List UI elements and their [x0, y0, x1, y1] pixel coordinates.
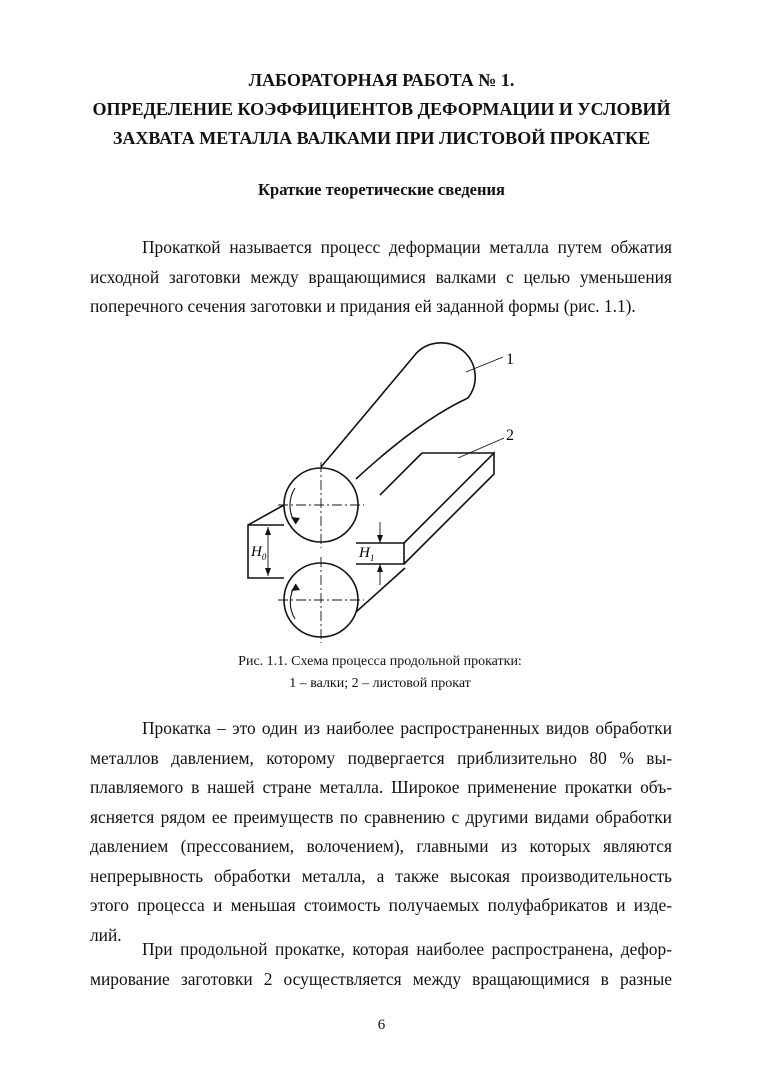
paragraph-line: лий.: [90, 924, 122, 945]
h0-label: $H_0$: [251, 544, 267, 562]
paragraph-line: Прокаткой называется процесс деформации металла путем обжатия: [142, 237, 672, 257]
section-subtitle: Краткие теоретические сведения: [258, 180, 505, 199]
billet-entry: [248, 505, 284, 578]
paragraph-line: плавляемого в нашей стране металла. Широкое применение прокатки объ-: [90, 777, 672, 797]
title-line-1: ЛАБОРАТОРНАЯ РАБОТА № 1.: [248, 70, 515, 90]
upper-roll-edge: [356, 398, 468, 479]
leader-line-2: [458, 438, 504, 458]
paragraph-line: При продольной прокатке, которая наиболее распространена, дефор-: [142, 939, 672, 959]
paragraph-line: давлением (прессованием, волочением), главными из которых являются: [90, 836, 672, 856]
page-number: 6: [377, 1017, 386, 1033]
sheet-side: [404, 453, 494, 564]
rolling-scheme-figure: [230, 330, 530, 650]
upper-roll-end: [414, 343, 475, 398]
title-line-2: ОПРЕДЕЛЕНИЕ КОЭФФИЦИЕНТОВ ДЕФОРМАЦИИ И УСЛОВИЙ: [92, 99, 671, 119]
paragraph-line: этого процесса и меньшая стоимость получаемых полуфабрикатов и изде-: [90, 895, 672, 915]
h1-label: $H_1$: [359, 545, 375, 563]
arrow-head: [291, 517, 300, 524]
caption-line-2: 1 – валки; 2 – листовой прокат: [289, 676, 471, 691]
arrow-head: [265, 568, 271, 576]
arrow-head: [377, 535, 383, 543]
paragraph-line: поперечного сечения заготовки и придания ей заданной формы (рис. 1.1).: [90, 296, 636, 316]
paragraph-line: исходной заготовки между вращающимися валками с целью уменьшения: [90, 266, 672, 287]
paragraph-line: Прокатка – это один из наиболее распространенных видов обработки: [142, 718, 672, 738]
leader-line-1: [466, 357, 503, 372]
title-line-3: ЗАХВАТА МЕТАЛЛА ВАЛКАМИ ПРИ ЛИСТОВОЙ ПРОКАТКЕ: [112, 128, 651, 148]
sheet-top-edge: [380, 453, 422, 495]
upper-roll-edge: [321, 356, 414, 467]
paragraph-2: [90, 714, 672, 950]
paragraph-3: [90, 935, 672, 994]
paragraph-line: мирование заготовки 2 осуществляется между вращающимися в разные: [90, 968, 672, 989]
caption-line-1: Рис. 1.1. Схема процесса продольной прокатки:: [238, 654, 522, 669]
figure-label-1: 1: [506, 351, 514, 368]
arrow-head: [265, 527, 271, 535]
lab-title: [80, 66, 683, 153]
paragraph-line: непрерывность обработки металла, а также высокая производительность: [90, 865, 672, 886]
figure-caption: [130, 651, 630, 695]
arrow-head: [291, 584, 300, 591]
paragraph-line: металлов давлением, которому подвергается приблизительно 80 % вы-: [90, 747, 672, 768]
arrow-head: [377, 564, 383, 572]
lower-roll-edge: [356, 568, 405, 612]
figure-label-2: 2: [506, 427, 514, 444]
paragraph-1: [90, 233, 672, 322]
paragraph-line: ясняется рядом ее преимуществ по сравнению с другими видами обработки: [90, 806, 672, 827]
